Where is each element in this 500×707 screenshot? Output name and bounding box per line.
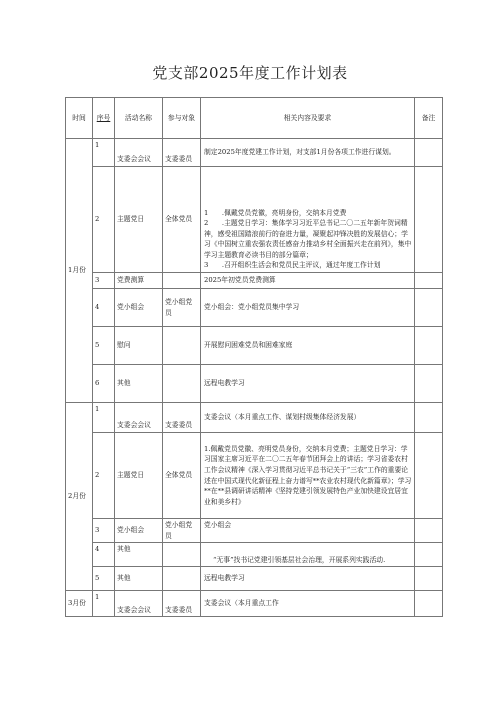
seq-cell: 2 [93,433,115,519]
participants-cell: 支委委员 [163,403,201,433]
remark-cell [415,433,443,519]
table-row [66,567,443,591]
page-title: 党支部2025年度工作计划表 [152,64,348,82]
seq-cell: 5 [93,327,115,365]
table-row [66,273,443,289]
activity-cell: 慰问 [115,327,163,365]
header-participants: 参与对象 [163,98,201,139]
activity-cell: 其他 [115,567,163,591]
content-line: 2 .主题党日学习：集体学习习近平总书记二〇二五年新年贺词精神，感受祖国踏浪前行的奋进力量，凝聚起冲锋决胜的发展信心；学习《中国树立重农强农责任感奋力推动乡村全面振兴走在前列》，集中学习主题教育必读书目的部分篇章； [204,219,412,259]
work-plan-table [65,97,443,617]
content-cell: 远程电教学习 [201,365,415,403]
content-cell: 制定2025年度党建工作计划，对支部1月份各项工作进行谋划。 [201,139,415,167]
activity-cell: 主题党日 [115,433,163,519]
remark-cell [415,167,443,273]
seq-cell: 4 [93,289,115,327]
seq-cell: 4 [93,543,115,567]
header-activity: 活动名称 [115,98,163,139]
header-content: 相关内容及要求 [201,98,415,139]
participants-cell: 支委委员 [163,591,201,617]
remark-cell [415,365,443,403]
month-cell-jan: 1月份 [66,139,93,403]
content-cell: “无事”找书记党建引领基层社会治理，开展系列实践活动. [201,543,415,567]
seq-cell: 1 [93,403,115,433]
seq-cell: 1 [93,139,115,167]
activity-cell: 其他 [115,543,163,567]
seq-cell: 5 [93,567,115,591]
month-cell-feb: 2月份 [66,403,93,591]
activity-cell: 党小组会 [115,289,163,327]
month-cell-mar: 3月份 [66,591,93,617]
activity-cell: 支委会会议 [115,403,163,433]
seq-cell: 2 [93,167,115,273]
content-cell [201,167,415,273]
participants-cell [163,543,201,567]
remark-cell [415,327,443,365]
remark-cell [415,567,443,591]
content-line: 3 .召开组织生活会和党员民主评议，通过年度工作计划 [204,261,381,270]
content-cell: 支委会议（本月重点工作、谋划村级集体经济发展） [201,403,415,433]
content-cell: 1.佩戴党员党徽、亮明党员身份，交纳本月党费；主题党日学习：学习国家主席习近平在二〇二五年春节团拜会上的讲话；学习省委农村工作会议精神《深入学习贯彻习近平总书记关于“三农”工作的重要论述在中国式现代化新征程上奋力谱写**农业农村现代化新篇章》；学习**在**县调研讲话精神《坚持党建引领发展特色产业加快建设宜居宜业和美乡村》 [201,433,415,519]
seq-cell: 1 [93,591,115,617]
activity-cell: 支委会会议 [115,139,163,167]
participants-cell: 支委委员 [163,139,201,167]
remark-cell [415,289,443,327]
remark-cell [415,403,443,433]
table-row [66,327,443,365]
content-cell: 远程电教学习 [201,567,415,591]
table-row [66,543,443,567]
table-header-row [66,98,443,139]
table-row [66,289,443,327]
table-row [66,519,443,543]
content-cell: 党小组会 [201,519,415,543]
table-row [66,139,443,167]
table-row [66,591,443,617]
participants-cell: 全体党员 [163,433,201,519]
participants-cell: 全体党员 [163,167,201,273]
table-row [66,365,443,403]
activity-cell: 其他 [115,365,163,403]
content-cell: 党小组会：党小组党员集中学习 [201,289,415,327]
seq-cell: 3 [93,273,115,289]
participants-cell [163,273,201,289]
remark-cell [415,519,443,543]
activity-cell: 党费测算 [115,273,163,289]
activity-cell: 支委会会议 [115,591,163,617]
participants-cell: 党小组党员 [163,519,201,543]
header-seq: 序号 [93,98,115,139]
content-cell: 支委会议（本月重点工作 [201,591,415,617]
participants-cell: 党小组党员 [163,289,201,327]
seq-cell: 6 [93,365,115,403]
table-row [66,167,443,273]
seq-cell: 3 [93,519,115,543]
participants-cell [163,567,201,591]
participants-cell [163,365,201,403]
content-cell: 2025年初党员党费测算 [201,273,415,289]
participants-cell [163,327,201,365]
content-cell: 开展慰问困难党员和困难家庭 [201,327,415,365]
activity-cell: 主题党日 [115,167,163,273]
header-remark: 备注 [415,98,443,139]
remark-cell [415,139,443,167]
activity-cell: 党小组会 [115,519,163,543]
remark-cell [415,591,443,617]
table-row [66,403,443,433]
table-row [66,433,443,519]
content-line: 1 .佩戴党员党徽，亮明身份，交纳本月党费 [204,208,347,217]
header-time: 时间 [66,98,93,139]
remark-cell [415,273,443,289]
remark-cell [415,543,443,567]
